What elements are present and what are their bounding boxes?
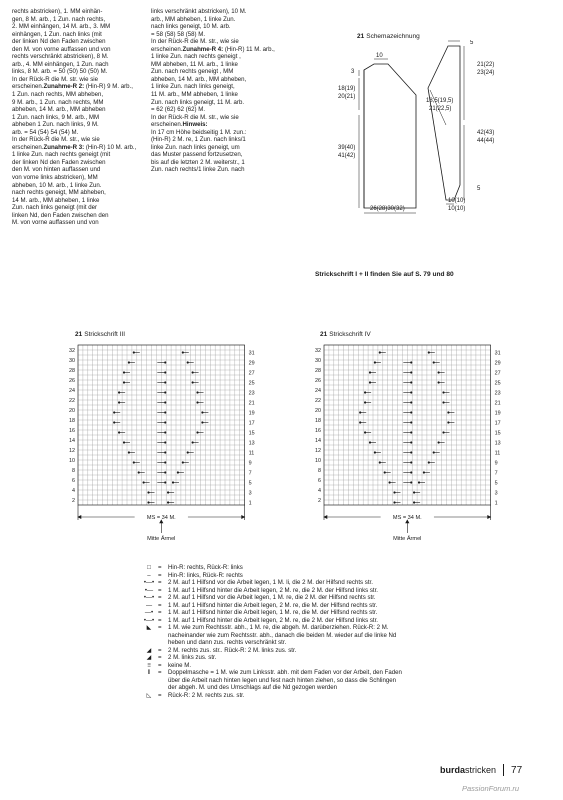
row-number-left: 16	[69, 427, 75, 434]
row-number-right: 31	[494, 350, 501, 357]
schema-label-bottom: 26(28)30(32)	[370, 206, 405, 212]
legend-row	[140, 654, 470, 662]
schema-label-mid-1: 18,5(19,5)	[426, 98, 454, 104]
row-number-left: 18	[315, 417, 321, 424]
chart3-title: 21 Strickschrift III	[75, 331, 126, 338]
legend-equals: =	[158, 609, 162, 616]
legend-symbol-icon: ◢	[146, 646, 152, 654]
legend-symbol-icon: —•	[144, 609, 154, 616]
stitch-repeat-label: MS = 34 M.	[392, 515, 422, 521]
chart-grid	[78, 345, 245, 505]
row-number-right: 31	[248, 350, 255, 357]
brand-regular: stricken	[465, 765, 497, 775]
row-number-right: 29	[248, 360, 255, 367]
row-number-right: 23	[494, 390, 501, 397]
row-number-left: 12	[69, 447, 75, 454]
body-text: In 17 cm Höhe beidseitig 1 M. zun.: (Hin-R) 2 M. re, 1 Zun. nach links/1 linke Zun. nach links geneigt, um das Muster passend fortzusetzen, bis auf die letzten 2 M. weiterstr., 1 Zun. nach rechts/1 linke Zun. nach	[151, 128, 247, 174]
row-number-right: 17	[248, 420, 255, 427]
schema-title: 21 Schemazeichnung	[357, 33, 420, 40]
schema-label-left-2: 20(21)	[338, 94, 356, 100]
chart-stitch-symbols	[359, 352, 454, 504]
legend-symbol-icon: •—•	[143, 579, 155, 586]
row-number-left: 12	[315, 447, 321, 454]
row-number-right: 23	[248, 390, 255, 397]
legend-description: 2 M. links zus. str.	[168, 654, 217, 661]
row-number-right: 9	[248, 460, 252, 467]
row-number-left: 4	[72, 487, 75, 494]
schema-label-mid-2: 21(22,5)	[429, 106, 452, 112]
schema-label-side-1: 39(40)	[338, 145, 356, 151]
legend-equals: =	[158, 624, 162, 631]
legend-description: 2 M. auf 1 Hilfsnd vor die Arbeit legen, 1 M. re, die 2 M. der Hilfsnd rechts str.	[168, 594, 376, 601]
row-number-right: 1	[248, 500, 252, 507]
legend-row	[140, 669, 470, 692]
row-number-left: 2	[318, 497, 321, 504]
legend-description: 1 M. auf 1 Hilfsnd hinter die Arbeit legen, 2 M. re, die 2 M. der Hilfsnd links str.	[168, 616, 378, 624]
row-number-left: 20	[315, 407, 321, 414]
row-number-right: 3	[494, 490, 498, 497]
row-number-right: 25	[248, 380, 255, 387]
row-number-left: 16	[315, 427, 321, 434]
row-number-right: 13	[248, 440, 255, 447]
page-footer	[440, 764, 522, 776]
legend-description: keine M.	[168, 661, 192, 669]
row-number-right: 9	[494, 460, 498, 467]
row-number-left: 24	[69, 387, 75, 394]
section-heading: Hinweis:	[182, 121, 208, 129]
row-number-left: 18	[69, 417, 75, 424]
legend-symbol-icon: ◢	[146, 654, 152, 661]
row-number-left: 2	[72, 497, 75, 504]
legend-equals: =	[158, 564, 162, 571]
row-number-left: 28	[69, 367, 75, 374]
legend-equals: =	[158, 646, 162, 654]
section-heading: Zunahme-R 4:	[182, 45, 224, 53]
legend-description: 2 M. rechts zus. str.. Rück-R: 2 M. links zus. str.	[168, 646, 297, 654]
legend-row	[140, 579, 470, 587]
row-number-left: 26	[69, 377, 75, 384]
legend-row	[140, 594, 470, 602]
legend-row	[140, 602, 470, 610]
sleeve-center-label: Mitte Ärmel	[147, 536, 176, 542]
legend-equals: =	[158, 691, 162, 699]
schema-label-side-2: 41(42)	[338, 153, 356, 159]
legend-symbol-icon: □	[147, 564, 151, 571]
legend-symbol-icon: ⦀	[147, 669, 151, 676]
symbol-legend	[140, 564, 470, 699]
row-number-right: 5	[248, 480, 252, 487]
schema-label-lower-right-2: 44(44)	[477, 138, 495, 144]
row-number-left: 6	[72, 477, 75, 484]
row-number-right: 29	[494, 360, 501, 367]
stitch-repeat-label: MS = 34 M.	[146, 515, 176, 521]
legend-row	[140, 647, 470, 655]
row-number-left: 30	[315, 357, 321, 364]
legend-equals: =	[158, 616, 162, 624]
row-number-left: 14	[315, 437, 321, 444]
legend-symbol-icon: •—•	[143, 616, 155, 624]
legend-description: Rück-R: 2 M. rechts zus. str.	[168, 691, 245, 699]
row-number-left: 30	[69, 357, 75, 364]
schema-label-right-1: 21(22)	[477, 62, 495, 68]
legend-row	[140, 587, 470, 595]
row-number-left: 8	[318, 467, 321, 474]
row-number-left: 22	[315, 397, 321, 404]
row-number-right: 15	[248, 430, 255, 437]
body-text: rechts abstricken), 1. MM einhän- gen, 8 M. arb., 1 Zun. nach rechts, 2. MM einhängen, 14 M. arb., 3. MM einhängen, 1 Zun. nach links (mit der linken Nd den Faden zwischen den M. von vorne auffassen und von rechts verschränkt abstricken), 8 M. arb., 4. MM einhängen, 1 Zun. nach links, 8 M. arb. = 50 (50) 50 (50) M. In der Rück-R die M. str. wie sie erscheinen.	[12, 8, 111, 91]
legend-row	[140, 662, 470, 670]
row-number-left: 4	[318, 487, 321, 494]
chart4-title: 21 Strickschrift IV	[320, 331, 371, 338]
legend-equals: =	[158, 594, 162, 601]
body-text: (Hin-R) 9 M. arb., 1 Zun. nach rechts, MM abheben, 9 M. arb., 1 Zun. nach rechts, MM abheben, 14 M. arb., MM abheben 1 Zun. nach links, 9 M. arb., MM abheben 1 Zun. nach links, 9 M. arb. = 54 (54) 54 (54) M. In der Rück-R die M. str., wie sie erscheinen.	[12, 83, 133, 151]
schema-label-top-width: 10	[376, 53, 383, 59]
legend-symbol-icon: —	[145, 601, 153, 609]
legend-equals: =	[158, 571, 162, 579]
row-number-right: 19	[494, 410, 501, 417]
row-number-right: 13	[494, 440, 501, 447]
schema-label-top-right: 5	[470, 40, 474, 46]
legend-symbol-icon: ≡	[147, 661, 151, 669]
row-number-right: 1	[494, 500, 498, 507]
row-number-left: 32	[315, 347, 321, 354]
section-heading: Zunahme-R 3:	[43, 143, 85, 151]
legend-row	[140, 572, 470, 580]
legend-equals: =	[158, 654, 162, 661]
legend-description: 1 M. auf 1 Hilfsnd hinter die Arbeit legen, 2 M. re, die 2 M. der Hilfsnd links str.	[168, 586, 378, 594]
brand-bold: burda	[440, 765, 466, 775]
legend-equals: =	[158, 586, 162, 594]
footer-separator	[503, 764, 504, 776]
legend-equals: =	[158, 579, 162, 586]
row-number-left: 26	[315, 377, 321, 384]
legend-equals: =	[158, 601, 162, 609]
body-text: (Hin-R) 10 M. arb., 1 linke Zun. nach rechts geneigt (mit der linken Nd den Faden zwischen den M. von hinten auffassen und von vorne links abstricken), MM abheben, 10 M. arb., 1 linke Zun. nach rechts geneigt, MM abheben, 14 M. arb., MM abheben, 1 linke Zun. nach links geneigt (mit der linken Nd, den Faden zwischen den M. von vorne auffassen und von	[12, 143, 137, 227]
legend-row	[140, 564, 470, 572]
body-text: links verschränkt abstricken), 10 M. arb., MM abheben, 1 linke Zun. nach links geneigt, 10 M. arb. = 58 (58) 58 (58) M. In der Rück-R die M. str., wie sie erscheinen.	[151, 8, 247, 53]
row-number-left: 6	[318, 477, 321, 484]
row-number-right: 7	[248, 470, 252, 477]
row-number-right: 27	[494, 370, 501, 377]
schema-label-left-1: 18(19)	[338, 86, 356, 92]
knitting-chart-4	[306, 340, 506, 555]
legend-row	[140, 609, 470, 617]
legend-symbol-icon: •—•	[143, 594, 155, 601]
chart-reference-note: Strickschrift I + II finden Sie auf S. 79 und 80	[315, 271, 454, 278]
row-number-right: 7	[494, 470, 498, 477]
legend-description: 1 M. auf 1 Hilfsnd hinter die Arbeit legen, 2 M. re, die M. der Hilfsnd rechts str.	[168, 601, 378, 609]
legend-row	[140, 624, 470, 647]
row-number-right: 17	[494, 420, 501, 427]
chart-grid	[324, 345, 491, 505]
schema-label-left-short: 3	[351, 69, 355, 75]
row-number-right: 11	[494, 450, 501, 457]
row-number-right: 21	[248, 400, 255, 407]
legend-equals: =	[158, 669, 162, 676]
text-column-1	[12, 8, 142, 227]
schema-label-cuff-1: 10(10)	[448, 198, 466, 204]
legend-symbol-icon: •—	[144, 586, 154, 594]
legend-description: 1 M. auf 1 Hilfsnd hinter die Arbeit legen, 1 M. re, die M. der Hilfsnd rechts str.	[168, 609, 378, 616]
row-number-left: 32	[69, 347, 75, 354]
legend-description: Hin-R: links, Rück-R: rechts	[168, 571, 243, 579]
legend-description: Doppelmasche = 1 M. wie zum Linksstr. abh. mit dem Faden vor der Arbeit, den Faden über die Arbeit nach hinten legen und fest nach hinten ziehen, so dass die Schlingen der abgeh. M. und des Umschlags auf die Nd gezogen werden	[168, 669, 402, 691]
row-number-right: 21	[494, 400, 501, 407]
schema-drawing	[330, 40, 520, 215]
row-number-right: 15	[494, 430, 501, 437]
knitting-chart-3	[60, 340, 260, 555]
row-number-left: 20	[69, 407, 75, 414]
row-number-left: 28	[315, 367, 321, 374]
watermark: PassionForum.ru	[462, 784, 520, 793]
legend-symbol-icon: ◣	[146, 624, 152, 631]
legend-symbol-icon: –	[147, 571, 151, 579]
row-number-right: 11	[248, 450, 255, 457]
row-number-right: 27	[248, 370, 255, 377]
row-number-right: 5	[494, 480, 498, 487]
row-number-left: 8	[72, 467, 75, 474]
row-number-left: 22	[69, 397, 75, 404]
row-number-right: 3	[248, 490, 252, 497]
row-number-right: 25	[494, 380, 501, 387]
row-number-left: 24	[315, 387, 321, 394]
schema-label-lower-right-1: 42(43)	[477, 130, 495, 136]
legend-row	[140, 692, 470, 700]
schema-label-right-2: 23(24)	[477, 70, 495, 76]
schema-label-cuff-2: 10(10)	[448, 206, 466, 212]
legend-description: 2 M. auf 1 Hilfsnd vor die Arbeit legen, 1 M. li, die 2 M. der Hilfsnd rechts str.	[168, 579, 373, 586]
row-number-left: 10	[315, 457, 321, 464]
legend-row	[140, 617, 470, 625]
legend-symbol-icon: ◺	[146, 691, 152, 699]
row-number-right: 19	[248, 410, 255, 417]
legend-description: 1 M. wie zum Rechtsstr. abh., 1 M. re, die abgeh. M. darüberziehen. Rück-R: 2 M. nacheinander wie zum Rechtsstr. abh., danach die beiden M. wieder auf die linke Nd heben und dann zus. rechts verschränkt str.	[168, 624, 397, 646]
schema-label-bottom-right: 5	[477, 186, 481, 192]
body-text: (Hin-R) 11 M. arb., 1 linke Zun. nach rechts geneigt , MM abheben, 11 M. arb., 1 linke Zun. nach rechts geneigt , MM abheben, 14 M. arb., MM abheben, 1 linke Zun. nach links geneigt, 11 M. arb., MM abheben, 1 linke Zun. nach links geneigt, 11 M. arb. = 62 (62) 62 (62) M. In der Rück-R die M. str., wie sie erscheinen.	[151, 45, 275, 129]
row-number-left: 10	[69, 457, 75, 464]
text-column-2	[151, 8, 276, 174]
chart-stitch-symbols	[113, 352, 208, 504]
sleeve-center-label: Mitte Ärmel	[393, 536, 422, 542]
row-number-left: 14	[69, 437, 75, 444]
page-number: 77	[511, 764, 523, 776]
legend-description: Hin-R: rechts, Rück-R: links	[168, 564, 243, 571]
legend-equals: =	[158, 661, 162, 669]
section-heading: Zunahme-R 2:	[43, 83, 85, 91]
